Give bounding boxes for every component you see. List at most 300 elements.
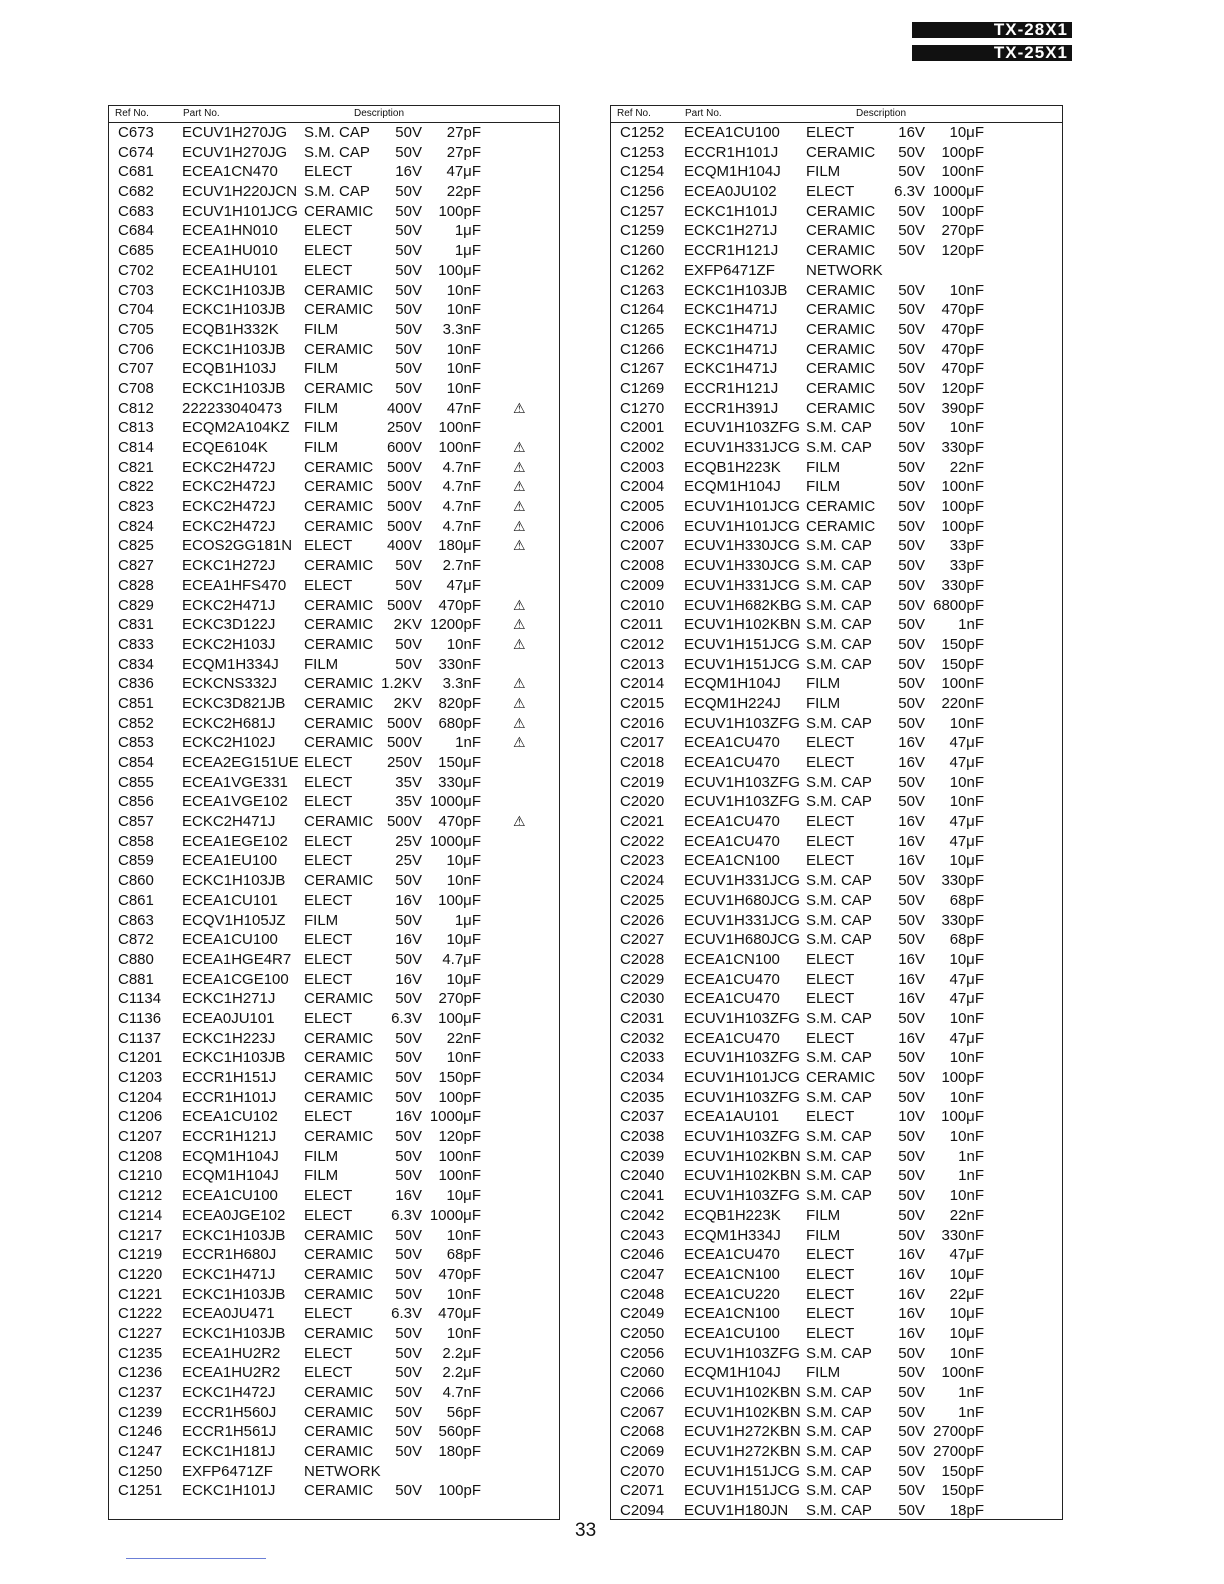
part-no: ECEA1CU101 — [182, 891, 278, 909]
part-no: ECKC1H471J — [182, 1265, 276, 1283]
part-no: ECKC1H103JB — [182, 281, 286, 299]
table-row — [611, 202, 1062, 222]
description: CERAMIC — [304, 340, 374, 358]
voltage: 50V — [898, 439, 925, 456]
ref-no: C852 — [118, 714, 154, 732]
value: 3.3nF — [442, 675, 481, 693]
description: S.M. CAP — [806, 1049, 872, 1067]
table-row — [611, 1265, 1062, 1285]
table-row — [611, 143, 1062, 163]
table-row — [109, 871, 559, 891]
value: 150pF — [941, 635, 984, 653]
part-no: ECUV1H103ZFG — [684, 773, 800, 791]
part-no: ECKC3D821JB — [182, 694, 286, 712]
safety-warning-icon: ⚠ — [513, 813, 526, 830]
voltage: 400V — [386, 399, 422, 417]
voltage: 50V — [898, 1088, 925, 1106]
ref-no: C1262 — [620, 261, 665, 279]
voltage: 50V — [395, 1069, 422, 1086]
ref-no: C1206 — [118, 1108, 163, 1126]
table-row — [611, 1009, 1062, 1029]
ref-no: C2069 — [620, 1443, 665, 1461]
table-row — [611, 1442, 1062, 1462]
part-no: ECKC1H103JB — [182, 301, 286, 319]
description: ELECT — [304, 950, 353, 968]
part-no: ECEA1HGE4R7 — [182, 950, 292, 968]
value: 120pF — [941, 242, 984, 260]
value: 1000μF — [429, 832, 481, 850]
voltage: 50V — [898, 360, 925, 378]
part-no: ECKC2H471J — [182, 596, 276, 614]
voltage: 16V — [898, 1029, 925, 1047]
part-no: ECKC1H272J — [182, 557, 276, 575]
voltage: 35V — [395, 773, 422, 791]
ref-no: C2038 — [620, 1128, 665, 1146]
voltage: 50V — [395, 1246, 422, 1264]
ref-no: C2016 — [620, 714, 665, 732]
part-no: ECUV1H103ZFG — [684, 1128, 800, 1146]
value: 47nF — [446, 399, 481, 417]
voltage: 6.3V — [391, 1305, 422, 1323]
table-row — [109, 497, 559, 517]
table-row — [109, 930, 559, 950]
table-row — [109, 320, 559, 340]
description: S.M. CAP — [806, 1482, 872, 1500]
value: 10μF — [949, 950, 984, 968]
description: S.M. CAP — [806, 439, 872, 456]
safety-warning-icon: ⚠ — [513, 596, 526, 613]
description: ELECT — [806, 124, 855, 141]
voltage: 6.3V — [894, 183, 925, 201]
footer-rule — [126, 1558, 266, 1559]
table-row — [109, 281, 559, 301]
ref-no: C1239 — [118, 1403, 163, 1421]
part-no: ECKC2H471J — [182, 813, 276, 831]
voltage: 6.3V — [391, 1009, 422, 1027]
table-row — [611, 891, 1062, 911]
value: 68pF — [949, 931, 984, 949]
description: ELECT — [304, 754, 353, 771]
table-row — [109, 1462, 559, 1482]
description: ELECT — [806, 1246, 855, 1264]
description: S.M. CAP — [806, 911, 872, 929]
value: 47μF — [949, 754, 984, 771]
table-row — [611, 1422, 1062, 1442]
part-no: ECKC1H472J — [182, 1384, 276, 1401]
ref-no: C855 — [118, 773, 154, 791]
part-no: ECEA1AU101 — [684, 1108, 780, 1126]
value: 1μF — [454, 911, 481, 929]
part-no: ECUV1H272KBN — [684, 1443, 801, 1461]
table-row — [109, 989, 559, 1009]
voltage: 50V — [898, 1344, 925, 1362]
part-no: ECEA1CN470 — [182, 163, 278, 181]
description: S.M. CAP — [806, 537, 872, 555]
part-no: ECQM1H104J — [182, 1167, 279, 1185]
value: 100nF — [941, 1364, 984, 1382]
table-row — [611, 930, 1062, 950]
description: S.M. CAP — [806, 1403, 872, 1421]
ref-no: C1270 — [620, 399, 665, 417]
voltage: 50V — [898, 1462, 925, 1480]
description: CERAMIC — [806, 517, 876, 535]
value: 47μF — [949, 990, 984, 1008]
value: 10μF — [446, 852, 481, 870]
description: S.M. CAP — [806, 931, 872, 949]
table-row — [109, 1481, 559, 1501]
part-no: ECEA1CU470 — [684, 1246, 780, 1264]
table-row — [109, 1068, 559, 1088]
voltage: 50V — [395, 261, 422, 279]
voltage: 16V — [898, 1246, 925, 1264]
table-header — [109, 106, 559, 123]
ref-no: C872 — [118, 931, 154, 949]
part-no: ECUV1H151JCG — [684, 635, 800, 653]
voltage: 50V — [898, 1187, 925, 1205]
value: 100pF — [438, 1482, 481, 1500]
voltage: 50V — [898, 1423, 925, 1441]
part-no: ECUV1H101JCG — [182, 202, 298, 220]
table-row — [109, 674, 559, 694]
table-row — [611, 596, 1062, 616]
table-row — [109, 596, 559, 616]
part-no: ECEA1HU2R2 — [182, 1344, 281, 1362]
value: 68pF — [949, 891, 984, 909]
part-no: ECQE6104K — [182, 439, 268, 456]
voltage: 250V — [386, 419, 422, 437]
description: CERAMIC — [806, 498, 876, 516]
voltage: 50V — [395, 950, 422, 968]
voltage: 50V — [395, 281, 422, 299]
table-row — [611, 458, 1062, 478]
voltage: 50V — [395, 340, 422, 358]
part-no: ECKC1H103JB — [182, 340, 286, 358]
part-no: ECCR1H121J — [684, 379, 779, 397]
table-row — [109, 1009, 559, 1029]
part-no: ECKC3D122J — [182, 616, 276, 634]
part-no: ECUV1H103ZFG — [684, 793, 800, 811]
table-row — [611, 733, 1062, 753]
ref-no: C1220 — [118, 1265, 163, 1283]
voltage: 50V — [395, 379, 422, 397]
voltage: 50V — [898, 1443, 925, 1461]
description: FILM — [304, 911, 339, 929]
description: ELECT — [304, 891, 353, 909]
part-no: ECUV1H102KBN — [684, 616, 801, 634]
ref-no: C2048 — [620, 1285, 665, 1303]
ref-no: C2007 — [620, 537, 665, 555]
voltage: 16V — [898, 1285, 925, 1303]
value: 10nF — [949, 1187, 984, 1205]
part-no: ECKC1H471J — [684, 340, 778, 358]
table-row — [109, 359, 559, 379]
description: CERAMIC — [304, 1265, 374, 1283]
part-no: ECEA1HFS470 — [182, 576, 287, 594]
voltage: 16V — [898, 1324, 925, 1342]
part-no: ECUV1H151JCG — [684, 1462, 800, 1480]
part-no: ECEA1CU100 — [182, 931, 278, 949]
description: FILM — [304, 419, 339, 437]
table-row — [109, 773, 559, 793]
ref-no: C2043 — [620, 1226, 665, 1244]
value: 120pF — [941, 379, 984, 397]
table-body-right — [611, 123, 1062, 1521]
table-row — [109, 202, 559, 222]
ref-no: C823 — [118, 498, 154, 516]
description: ELECT — [806, 813, 855, 831]
description: ELECT — [304, 852, 353, 870]
part-no: ECQM1H334J — [684, 1226, 781, 1244]
table-row — [611, 418, 1062, 438]
table-row — [611, 1403, 1062, 1423]
voltage: 50V — [898, 557, 925, 575]
ref-no: C2030 — [620, 990, 665, 1008]
table-row — [611, 576, 1062, 596]
value: 4.7μF — [442, 950, 481, 968]
description: CERAMIC — [806, 202, 876, 220]
voltage: 400V — [386, 537, 422, 555]
description: FILM — [304, 1167, 339, 1185]
voltage: 50V — [395, 1049, 422, 1067]
value: 18pF — [949, 1502, 984, 1520]
description: FILM — [304, 360, 339, 378]
value: 4.7nF — [442, 498, 481, 516]
voltage: 50V — [898, 320, 925, 338]
part-no: ECKC2H472J — [182, 517, 276, 535]
voltage: 500V — [386, 714, 422, 732]
description: CERAMIC — [304, 1069, 374, 1086]
ref-no: C2066 — [620, 1384, 665, 1401]
value: 4.7nF — [442, 458, 481, 476]
description: ELECT — [806, 754, 855, 771]
description: ELECT — [806, 832, 855, 850]
value: 47μF — [446, 576, 481, 594]
ref-no: C2050 — [620, 1324, 665, 1342]
description: ELECT — [304, 576, 353, 594]
value: 820pF — [438, 694, 481, 712]
ref-no: C2033 — [620, 1049, 665, 1067]
ref-no: C2003 — [620, 458, 665, 476]
ref-no: C2019 — [620, 773, 665, 791]
description: ELECT — [304, 832, 353, 850]
voltage: 16V — [395, 1187, 422, 1205]
ref-no: C861 — [118, 891, 154, 909]
safety-warning-icon: ⚠ — [513, 694, 526, 711]
ref-no: C2035 — [620, 1088, 665, 1106]
table-row — [611, 1344, 1062, 1364]
part-no: ECEA1CN100 — [684, 852, 780, 870]
part-no: EXFP6471ZF — [182, 1462, 273, 1480]
ref-no: C2040 — [620, 1167, 665, 1185]
part-no: ECEA1EU100 — [182, 852, 278, 870]
value: 10nF — [446, 872, 481, 890]
ref-no: C2004 — [620, 478, 665, 496]
ref-no: C2022 — [620, 832, 665, 850]
part-no: ECEA1CU102 — [182, 1108, 278, 1126]
part-no: ECEA0JU471 — [182, 1305, 275, 1323]
table-row — [611, 714, 1062, 734]
voltage: 50V — [898, 635, 925, 653]
table-row — [109, 379, 559, 399]
ref-no: C1246 — [118, 1423, 163, 1441]
description: CERAMIC — [304, 1285, 374, 1303]
voltage: 50V — [898, 1049, 925, 1067]
safety-warning-icon: ⚠ — [513, 635, 526, 652]
ref-no: C707 — [118, 360, 154, 378]
parts-table-right — [610, 105, 1063, 1520]
value: 10nF — [446, 360, 481, 378]
ref-no: C827 — [118, 557, 154, 575]
description: CERAMIC — [806, 340, 876, 358]
ref-no: C831 — [118, 616, 154, 634]
voltage: 50V — [395, 1364, 422, 1382]
value: 47μF — [949, 1246, 984, 1264]
part-no: ECKC1H181J — [182, 1443, 276, 1461]
description: S.M. CAP — [806, 557, 872, 575]
part-no: ECQB1H103J — [182, 360, 277, 378]
description: ELECT — [304, 773, 353, 791]
description: CERAMIC — [304, 1403, 374, 1421]
value: 180pF — [438, 1443, 481, 1461]
part-no: ECUV1H101JCG — [684, 1069, 800, 1086]
value: 10nF — [949, 419, 984, 437]
voltage: 16V — [395, 163, 422, 181]
table-row — [611, 812, 1062, 832]
value: 10nF — [949, 281, 984, 299]
description: CERAMIC — [304, 557, 374, 575]
value: 10nF — [949, 1049, 984, 1067]
table-row — [109, 162, 559, 182]
value: 470pF — [438, 1265, 481, 1283]
part-no: ECKC1H103JB — [182, 872, 286, 890]
description: S.M. CAP — [806, 872, 872, 890]
part-no: ECUV1H330JCG — [684, 537, 800, 555]
value: 100nF — [438, 1147, 481, 1165]
voltage: 50V — [898, 891, 925, 909]
part-no: ECEA1CU470 — [684, 813, 780, 831]
voltage: 50V — [395, 1167, 422, 1185]
table-row — [109, 615, 559, 635]
table-row — [109, 733, 559, 753]
value: 560pF — [438, 1423, 481, 1441]
value: 100μF — [941, 1108, 984, 1126]
table-row — [109, 517, 559, 537]
description: CERAMIC — [304, 1384, 374, 1401]
description: S.M. CAP — [806, 891, 872, 909]
value: 6800pF — [933, 596, 984, 614]
part-no: ECEA1VGE102 — [182, 793, 288, 811]
description: S.M. CAP — [806, 1443, 872, 1461]
value: 180μF — [438, 537, 481, 555]
value: 1μF — [454, 242, 481, 260]
description: ELECT — [806, 1285, 855, 1303]
part-no: ECQB1H223K — [684, 458, 781, 476]
part-no: ECOS2GG181N — [182, 537, 293, 555]
description: CERAMIC — [304, 458, 374, 476]
table-row — [109, 1304, 559, 1324]
description: CERAMIC — [806, 222, 876, 240]
value: 470μF — [438, 1305, 481, 1323]
value: 330pF — [941, 576, 984, 594]
part-no: ECUV1H270JG — [182, 124, 288, 141]
voltage: 600V — [386, 439, 422, 456]
table-row — [611, 1304, 1062, 1324]
safety-warning-icon: ⚠ — [513, 714, 526, 731]
description: S.M. CAP — [806, 1187, 872, 1205]
safety-warning-icon: ⚠ — [513, 458, 526, 475]
voltage: 50V — [395, 1029, 422, 1047]
description: ELECT — [806, 1029, 855, 1047]
table-row — [611, 1186, 1062, 1206]
table-row — [109, 1383, 559, 1403]
voltage: 6.3V — [391, 1206, 422, 1224]
ref-no: C2021 — [620, 813, 665, 831]
description: FILM — [806, 1206, 841, 1224]
safety-warning-icon: ⚠ — [513, 675, 526, 692]
voltage: 16V — [898, 832, 925, 850]
ref-no: C1203 — [118, 1069, 163, 1086]
description: FILM — [806, 675, 841, 693]
description: FILM — [806, 1226, 841, 1244]
voltage: 50V — [898, 616, 925, 634]
value: 150pF — [438, 1069, 481, 1086]
value: 100pF — [941, 143, 984, 161]
table-row — [611, 615, 1062, 635]
voltage: 50V — [395, 1443, 422, 1461]
voltage: 50V — [898, 911, 925, 929]
table-row — [611, 950, 1062, 970]
value: 10μF — [446, 970, 481, 988]
table-row — [109, 851, 559, 871]
table-row — [109, 399, 559, 419]
value: 10nF — [949, 1344, 984, 1362]
voltage: 16V — [395, 1108, 422, 1126]
ref-no: C1254 — [620, 163, 665, 181]
part-no: ECEA1CU220 — [684, 1285, 780, 1303]
description: S.M. CAP — [806, 1344, 872, 1362]
value: 100nF — [438, 1167, 481, 1185]
value: 330pF — [941, 439, 984, 456]
ref-no: C685 — [118, 242, 154, 260]
ref-no: C2009 — [620, 576, 665, 594]
ref-no: C2010 — [620, 596, 665, 614]
voltage: 50V — [898, 655, 925, 673]
table-row — [611, 1363, 1062, 1383]
value: 10μF — [949, 1265, 984, 1283]
part-no: ECUV1H102KBN — [684, 1167, 801, 1185]
table-body-left — [109, 123, 559, 1501]
ref-no: C813 — [118, 419, 154, 437]
value: 330nF — [438, 655, 481, 673]
ref-no: C880 — [118, 950, 154, 968]
voltage: 16V — [898, 754, 925, 771]
table-row — [109, 792, 559, 812]
voltage: 50V — [395, 1423, 422, 1441]
part-no: ECKC2H472J — [182, 498, 276, 516]
description: CERAMIC — [304, 872, 374, 890]
safety-warning-icon: ⚠ — [513, 517, 526, 534]
ref-no: C2002 — [620, 439, 665, 456]
part-no: ECEA1VGE331 — [182, 773, 288, 791]
table-row — [611, 438, 1062, 458]
voltage: 50V — [395, 1285, 422, 1303]
table-row — [109, 438, 559, 458]
description: ELECT — [806, 1324, 855, 1342]
ref-no: C2008 — [620, 557, 665, 575]
ref-no: C2041 — [620, 1187, 665, 1205]
safety-warning-icon: ⚠ — [513, 439, 526, 455]
description: S.M. CAP — [806, 1462, 872, 1480]
